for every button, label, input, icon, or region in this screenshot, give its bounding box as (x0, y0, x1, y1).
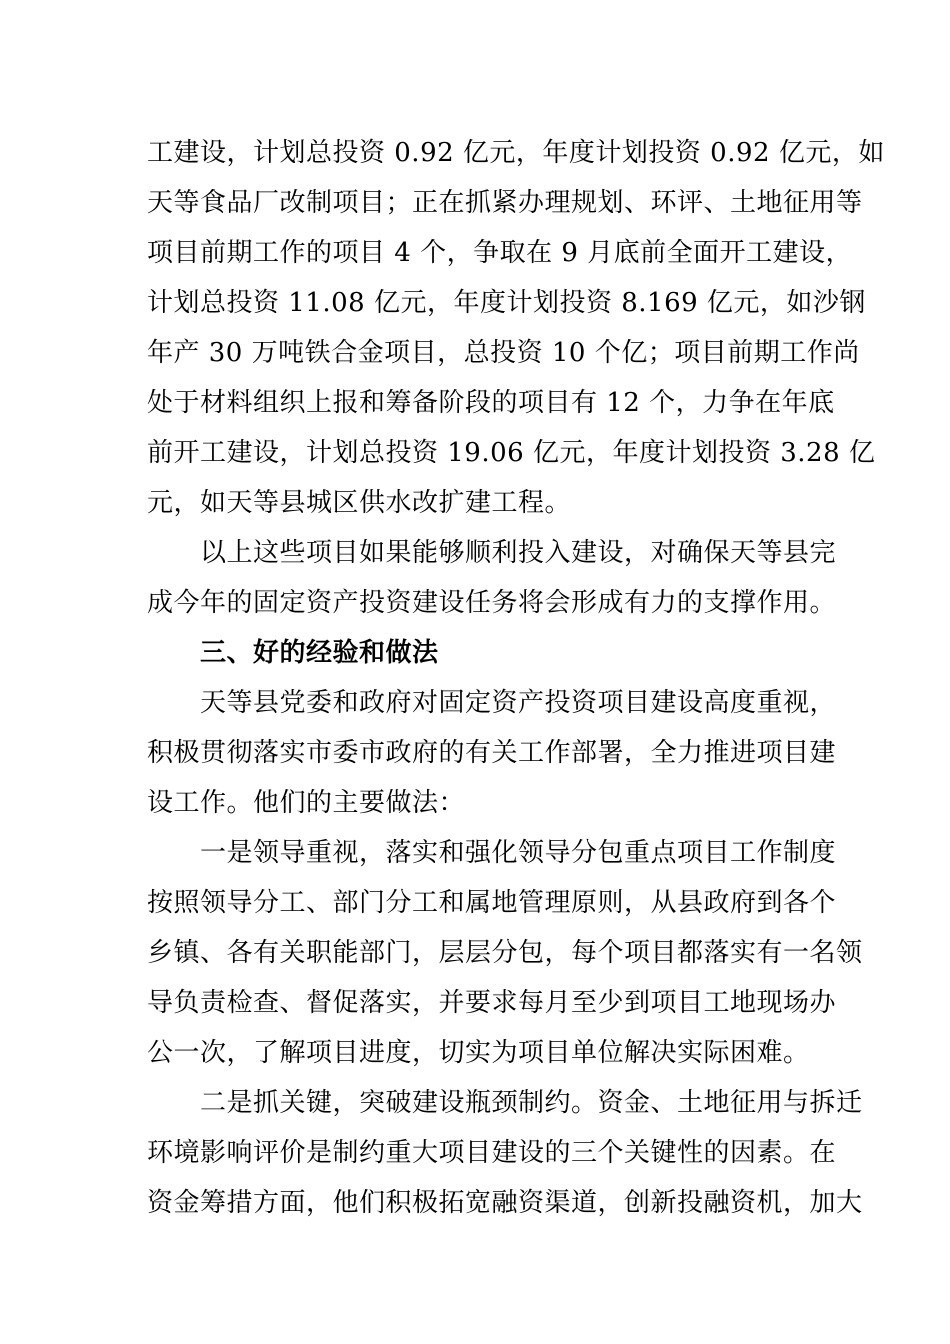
text-line: 按照领导分工、部门分工和属地管理原则，从县政府到各个 (147, 888, 837, 918)
text-line: 处于材料组织上报和筹备阶段的项目有 12 个，力争在年底 (147, 388, 835, 418)
paragraph-first-line: 二是抓关键，突破建设瓶颈制约。资金、土地征用与拆迁 (200, 1088, 863, 1118)
section-heading: 三、好的经验和做法 (200, 638, 439, 668)
text-line: 资金筹措方面，他们积极拓宽融资渠道，创新投融资机，加大 (147, 1188, 863, 1218)
text-line: 天等食品厂改制项目；正在抓紧办理规划、环评、土地征用等 (147, 188, 863, 218)
paragraph-first-line: 天等县党委和政府对固定资产投资项目建设高度重视， (200, 688, 837, 718)
text-line: 计划总投资 11.08 亿元，年度计划投资 8.169 亿元，如沙钢 (147, 288, 866, 318)
text-line: 工建设，计划总投资 0.92 亿元，年度计划投资 0.92 亿元，如 (147, 138, 885, 168)
text-line: 导负责检查、督促落实，并要求每月至少到项目工地现场办 (147, 988, 837, 1018)
paragraph-first-line: 一是领导重视，落实和强化领导分包重点项目工作制度 (200, 838, 837, 868)
text-line: 年产 30 万吨铁合金项目，总投资 10 个亿；项目前期工作尚 (147, 338, 860, 368)
text-line: 前开工建设，计划总投资 19.06 亿元，年度计划投资 3.28 亿 (147, 438, 876, 468)
text-line: 设工作。他们的主要做法： (147, 788, 466, 818)
text-line: 乡镇、各有关职能部门，层层分包，每个项目都落实有一名领 (147, 938, 863, 968)
text-line: 成今年的固定资产投资建设任务将会形成有力的支撑作用。 (147, 588, 837, 618)
text-line: 积极贯彻落实市委市政府的有关工作部署，全力推进项目建 (147, 738, 837, 768)
text-line: 元，如天等县城区供水改扩建工程。 (147, 488, 572, 518)
paragraph-first-line: 以上这些项目如果能够顺利投入建设，对确保天等县完 (200, 538, 837, 568)
text-line: 项目前期工作的项目 4 个，争取在 9 月底前全面开工建设， (147, 238, 853, 268)
text-line: 环境影响评价是制约重大项目建设的三个关键性的因素。在 (147, 1138, 837, 1168)
text-line: 公一次，了解项目进度，切实为项目单位解决实际困难。 (147, 1038, 810, 1068)
